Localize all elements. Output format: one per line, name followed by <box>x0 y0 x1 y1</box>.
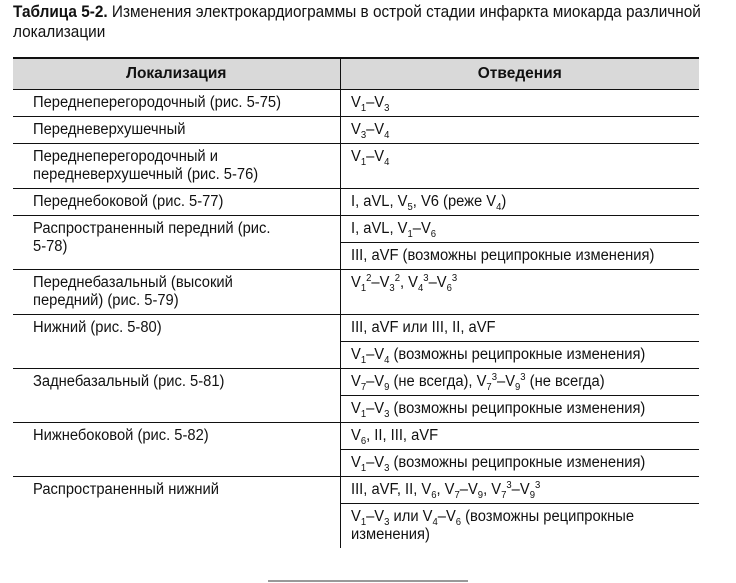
leads-cell: III, aVF (возможны реципрокные изменения) <box>340 243 699 270</box>
leads-cell: $V_1-V_3$ (возможны реципрокные изменения) <box>340 396 699 423</box>
header-row <box>13 58 699 90</box>
table-row <box>13 90 699 117</box>
table-row <box>13 144 699 189</box>
table-row <box>13 189 699 216</box>
localization-cell: Нижний (рис. 5-80) <box>13 315 340 369</box>
header-leads: Отведения <box>340 58 699 90</box>
localization-cell: Нижнебоковой (рис. 5-82) <box>13 423 340 477</box>
localization-cell: Передневерхушечный <box>13 117 340 144</box>
page-edge-divider <box>268 580 468 582</box>
caption-text: Изменения электрокардиограммы в острой стадии инфаркта миокарда различной локализации <box>13 3 701 41</box>
ecg-table <box>13 57 699 548</box>
localization-cell: Переднеперегородочный и передневерхушечный (рис. 5-76) <box>13 144 340 189</box>
caption-label: Таблица 5-2. <box>13 3 108 21</box>
leads-cell: I, aVL, $V_5$, V6 (реже $V_4$) <box>340 189 699 216</box>
localization-cell: Переднебазальный (высокий передний) (рис. 5-79) <box>13 270 340 315</box>
leads-cell: $V_1-V_4$ <box>340 144 699 189</box>
leads-cell: $V_3-V_4$ <box>340 117 699 144</box>
leads-cell: III, aVF, II, $V_6$, $V_7-V_9$, $V_7^3-V_9^3$ <box>340 477 699 504</box>
localization-cell: Заднебазальный (рис. 5-81) <box>13 369 340 423</box>
table-caption <box>13 2 725 42</box>
localization-cell: Распространенный передний (рис. 5-78) <box>13 216 340 270</box>
table-row <box>13 369 699 396</box>
leads-cell: $V_1-V_3$ <box>340 90 699 117</box>
localization-cell: Переднебоковой (рис. 5-77) <box>13 189 340 216</box>
leads-cell: $V_1-V_3$ (возможны реципрокные изменения) <box>340 450 699 477</box>
localization-cell: Переднеперегородочный (рис. 5-75) <box>13 90 340 117</box>
table-row <box>13 117 699 144</box>
table-row <box>13 315 699 342</box>
table-row <box>13 216 699 243</box>
leads-cell: $V_1-V_4$ (возможны реципрокные изменения) <box>340 342 699 369</box>
leads-cell: $V_7-V_9$ (не всегда), $V_7^3-V_9^3$ (не всегда) <box>340 369 699 396</box>
table-row <box>13 270 699 315</box>
table-row <box>13 477 699 504</box>
localization-cell: Распространенный нижний <box>13 477 340 549</box>
leads-cell: $V_6$, II, III, aVF <box>340 423 699 450</box>
leads-cell: $V_1^2-V_3^2$, $V_4^3-V_6^3$ <box>340 270 699 315</box>
leads-cell: III, aVF или III, II, aVF <box>340 315 699 342</box>
header-localization: Локализация <box>13 58 340 90</box>
leads-cell: $V_1-V_3$ или $V_4-V_6$ (возможны реципрокные изменения) <box>350 508 634 543</box>
table-row <box>13 423 699 450</box>
leads-cell: I, aVL, $V_1-V_6$ <box>340 216 699 243</box>
